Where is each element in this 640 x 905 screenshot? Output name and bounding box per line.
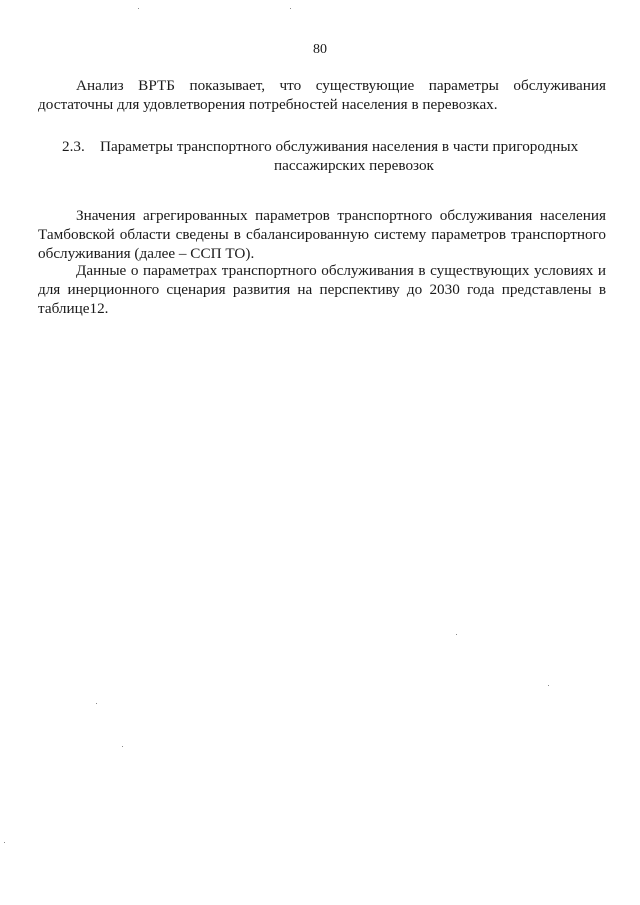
section-heading: [62, 137, 606, 175]
scan-speck: [122, 746, 123, 747]
scan-speck: [456, 634, 457, 635]
scan-speck: [138, 8, 139, 9]
paragraph-aggregated-values: Значения агрегированных параметров транспортного обслуживания населения Тамбовской области сведены в сбалансированную систему параметров транспортного обслуживания (далее – ССП ТО).: [38, 207, 606, 262]
paragraph-analysis: Анализ ВРТБ показывает, что существующие параметры обслуживания достаточны для удовлетворения потребностей населения в перевозках.: [38, 77, 606, 113]
section-number: 2.3.: [62, 138, 85, 155]
page-number: 80: [313, 42, 327, 57]
section-title-line2: пассажирских перевозок: [274, 157, 434, 174]
section-title-line1: Параметры транспортного обслуживания населения в части пригородных: [100, 138, 579, 155]
scan-speck: [96, 703, 97, 704]
scan-speck: [290, 8, 291, 9]
scan-speck: [548, 685, 549, 686]
scan-speck: [4, 842, 5, 843]
paragraph-table-reference: Данные о параметрах транспортного обслуживания в существующих условиях и для инерционного сценария развития на перспективу до 2030 года представлены в таблице12.: [38, 262, 606, 317]
